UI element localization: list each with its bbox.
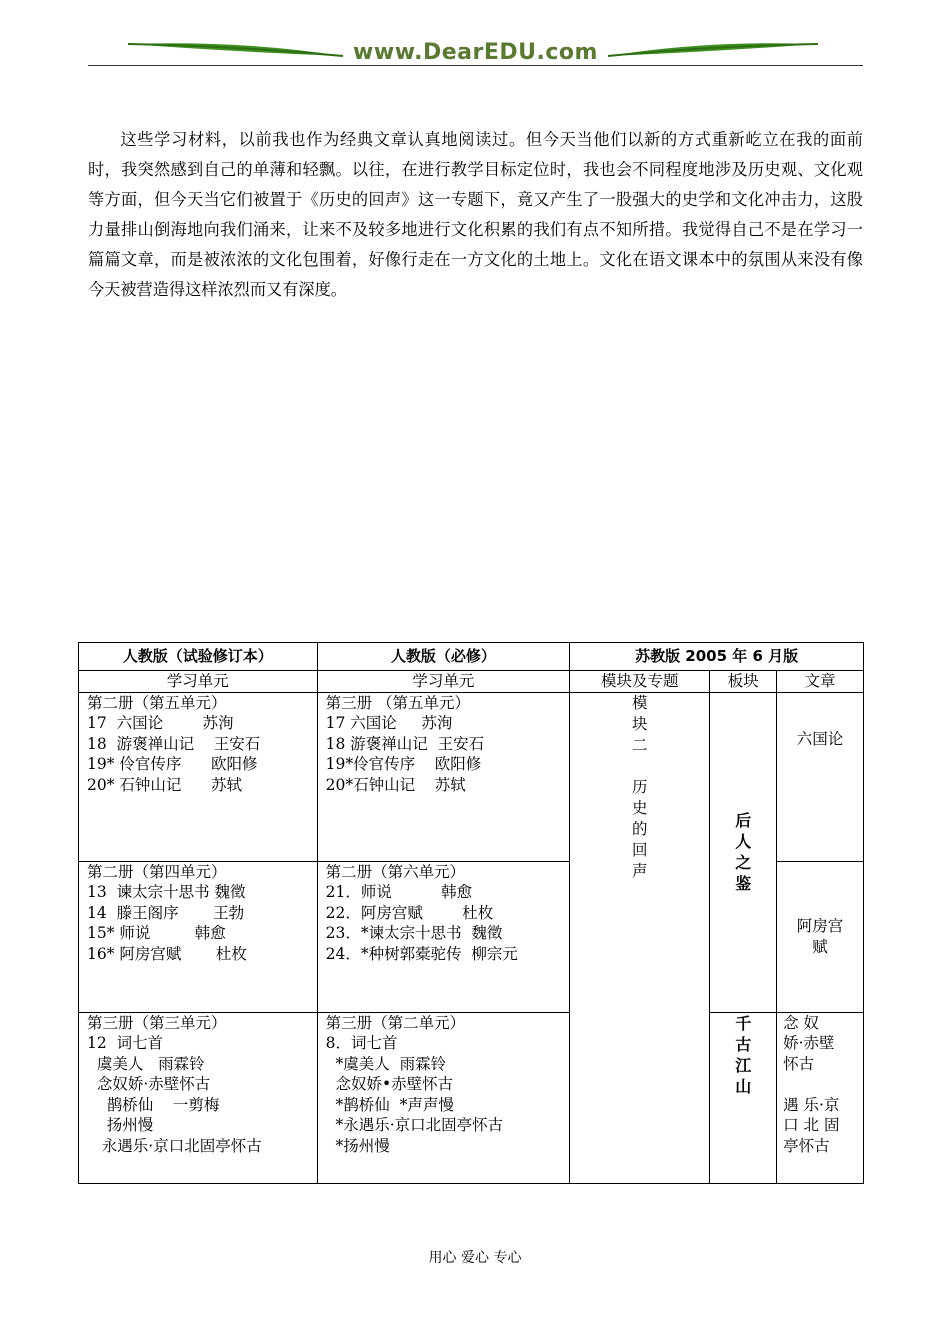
cell-line: 22．阿房宫赋 杜枚 <box>325 903 494 922</box>
cell-line: 阿房宫 <box>796 917 844 935</box>
cell-line: 23．*谏太宗十思书 魏徵 <box>325 924 503 942</box>
cell-line: 声 <box>632 861 648 880</box>
header-sujiao: 苏教版 2005 年 6 月版 <box>570 643 864 671</box>
body-paragraph: 这些学习材料，以前我也作为经典文章认真地阅读过。但今天当他们以新的方式重新屹立在我的面前时，我突然感到自己的单薄和轻飘。以往，在进行教学目标定位时，我也会不同程度地涉及历史观、文化观等方面，但今天当它们被置于《历史的回声》这一专题下，竟又产生了一股强大的史学和文化冲击力，这股力量排山倒海地向我们涌来，让来不及较多地进行文化积累的我们有点不知所措。我觉得自己不是在学习一篇篇文章，而是被浓浓的文化包围着，好像行走在一方文化的土地上。文化在语文课本中的氛围从来没有像今天被营造得这样浓烈而又有深度。 <box>88 130 863 299</box>
cell-line: 古 <box>735 1034 752 1054</box>
textbook-comparison-table <box>78 642 864 1184</box>
cell-line: 口 北 固 <box>783 1116 840 1134</box>
block-cell-qiangu <box>710 1012 777 1183</box>
cell-line: 13 谏太宗十思书 魏徵 <box>87 883 246 901</box>
cell-line: 历 <box>632 777 648 796</box>
article-cell-2 <box>777 861 864 1012</box>
block-cell-houren <box>710 692 777 1012</box>
table-subheader-row <box>79 671 864 693</box>
cell-line: 17 六国论 苏洵 <box>325 714 453 732</box>
cell-line: 山 <box>735 1076 752 1096</box>
site-logo[interactable]: www.DearEDU.com <box>353 40 598 65</box>
cell-line: 念奴娇•赤壁怀古 <box>325 1075 454 1093</box>
cell-row3-col2 <box>317 1012 570 1183</box>
cell-line: 18 游褒禅山记 王安石 <box>325 734 485 753</box>
cell-line: 鉴 <box>735 874 752 893</box>
subheader-unit-1: 学习单元 <box>79 671 318 693</box>
module-cell <box>570 692 710 1183</box>
table-row <box>79 692 864 861</box>
cell-line: 念 奴 <box>783 1013 820 1032</box>
site-banner <box>88 36 863 72</box>
cell-line: 19*伶官传序 欧阳修 <box>325 755 482 773</box>
cell-line: 之 <box>735 853 752 872</box>
cell-line: 亭怀古 <box>783 1136 830 1155</box>
cell-row1-col2 <box>317 692 570 861</box>
cell-line: 娇·赤壁 <box>783 1034 835 1052</box>
cell-line: 18 游褒禅山记 王安石 <box>87 734 261 753</box>
cell-line: 8．词七首 <box>325 1034 398 1052</box>
cell-line: 15* 师说 韩愈 <box>87 924 226 942</box>
cell-line: 的 <box>632 819 648 838</box>
subheader-article: 文章 <box>777 671 864 693</box>
cell-row2-col2 <box>317 861 570 1012</box>
cell-line: 24．*种树郭橐驼传 柳宗元 <box>325 944 518 963</box>
cell-line: 后 <box>735 811 752 830</box>
cell-line: 第二册（第六单元） <box>325 862 466 881</box>
table-row <box>79 1012 864 1183</box>
cell-line: 第三册 （第五单元） <box>325 693 471 712</box>
cell-line: *虞美人 雨霖铃 <box>325 1054 447 1073</box>
cell-line: 第二册（第五单元） <box>87 693 227 712</box>
cell-line: 鹊桥仙 一剪梅 <box>87 1095 220 1114</box>
article-cell-1: 六国论 <box>777 692 864 861</box>
cell-line: 回 <box>632 840 648 859</box>
cell-line: *永遇乐·京口北固亭怀古 <box>325 1116 504 1134</box>
cell-line: 20* 石钟山记 苏轼 <box>87 775 242 794</box>
cell-line <box>578 756 701 777</box>
subheader-module: 模块及专题 <box>570 671 710 693</box>
subheader-unit-2: 学习单元 <box>317 671 570 693</box>
cell-line: 永遇乐·京口北固亭怀古 <box>87 1136 262 1155</box>
cell-line: 16* 阿房宫赋 杜枚 <box>87 944 247 963</box>
cell-line: 千 <box>735 1013 752 1033</box>
cell-line: 二 <box>632 735 648 754</box>
cell-line: 块 <box>632 714 648 733</box>
table-header-row <box>79 643 864 671</box>
cell-line: 21．师说 韩愈 <box>325 883 473 901</box>
cell-line: 19* 伶官传序 欧阳修 <box>87 755 258 773</box>
cell-row1-col1 <box>79 692 318 861</box>
cell-line: 模 <box>632 693 648 712</box>
article-cell-3 <box>777 1012 864 1183</box>
header-renjiao-trial: 人教版（试验修订本） <box>79 643 318 671</box>
cell-line: 怀古 <box>783 1054 815 1073</box>
cell-line: 念奴娇·赤壁怀古 <box>87 1075 211 1093</box>
cell-line: 遇 乐·京 <box>783 1095 840 1114</box>
cell-line: 赋 <box>812 937 828 956</box>
cell-line: 第三册（第二单元） <box>325 1013 466 1032</box>
cell-line: 扬州慢 <box>87 1116 154 1134</box>
cell-line: 第三册（第三单元） <box>87 1013 227 1032</box>
cell-row2-col1 <box>79 861 318 1012</box>
cell-line: 江 <box>735 1055 752 1075</box>
page-footer: 用心 爱心 专心 <box>428 1250 522 1266</box>
header-renjiao-required: 人教版（必修） <box>317 643 570 671</box>
cell-line <box>783 1074 857 1095</box>
cell-line: 史 <box>632 798 648 817</box>
cell-line: 20*石钟山记 苏轼 <box>325 775 466 794</box>
cell-line: 14 滕王阁序 王勃 <box>87 903 245 922</box>
cell-line: 人 <box>735 832 752 851</box>
cell-line: 虞美人 雨霖铃 <box>87 1054 205 1073</box>
header-divider <box>88 65 863 66</box>
subheader-block: 板块 <box>710 671 777 693</box>
cell-line: *扬州慢 <box>325 1136 390 1155</box>
cell-line: *鹊桥仙 *声声慢 <box>325 1095 454 1114</box>
cell-line: 17 六国论 苏洵 <box>87 714 234 732</box>
cell-line: 第二册（第四单元） <box>87 862 227 881</box>
cell-line: 12 词七首 <box>87 1034 164 1052</box>
cell-row3-col1 <box>79 1012 318 1183</box>
